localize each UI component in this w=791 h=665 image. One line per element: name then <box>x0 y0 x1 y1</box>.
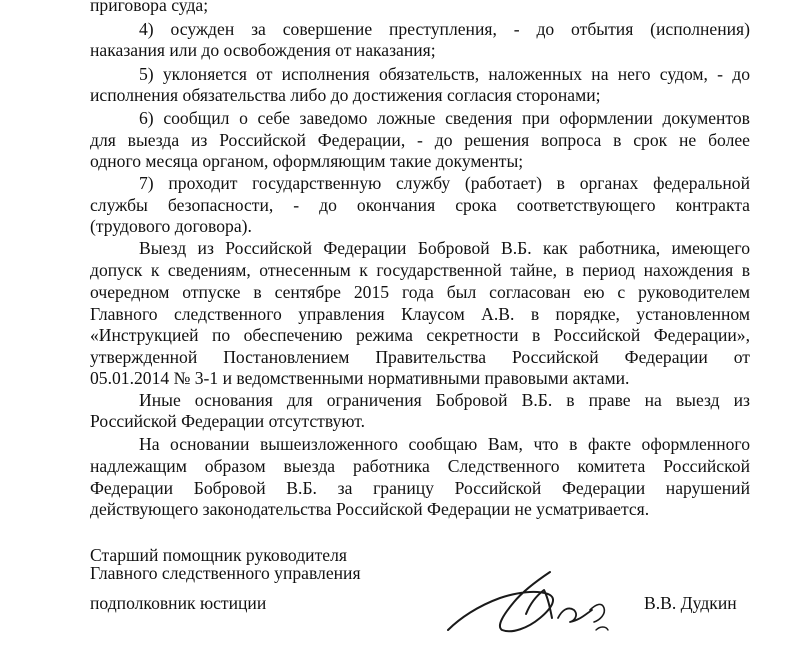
body-line-10: службы безопасности, - до окончания срока соответствующего контракта <box>90 195 750 215</box>
body-line-1: приговора суда; <box>90 0 209 15</box>
signer-rank: подполковник юстиции <box>90 593 267 613</box>
handwritten-signature <box>440 560 620 650</box>
body-line-3: наказания или до освобождения от наказания; <box>90 40 436 60</box>
body-line-15: Главного следственного управления Клаусом А.В. в порядке, установленном <box>90 304 750 324</box>
body-line-2: 4) осужден за совершение преступления, - до отбытия (исполнения) <box>139 19 750 39</box>
body-line-11: (трудового договора). <box>90 216 252 236</box>
body-line-18: 05.01.2014 № 3-1 и ведомственными нормативными правовыми актами. <box>90 368 630 388</box>
body-line-4: 5) уклоняется от исполнения обязательств, наложенных на него судом, - до <box>139 64 750 84</box>
body-line-13: допуск к сведениям, отнесенным к государственной тайне, в период нахождения в <box>90 260 750 280</box>
body-line-14: очередном отпуске в сентябре 2015 года был согласован ею с руководителем <box>90 282 750 302</box>
body-line-8: одного месяца органом, оформляющим такие документы; <box>90 151 524 171</box>
body-line-21: На основании вышеизложенного сообщаю Вам, что в факте оформленного <box>139 434 750 454</box>
body-line-9: 7) проходит государственную службу (работает) в органах федеральной <box>139 173 750 193</box>
signer-position-line2: Главного следственного управления <box>90 563 361 583</box>
signer-position-line1: Старший помощник руководителя <box>90 545 347 565</box>
signer-name: В.В. Дудкин <box>644 593 737 613</box>
body-line-5: исполнения обязательства либо до достижения согласия сторонами; <box>90 85 601 105</box>
body-line-20: Российской Федерации отсутствуют. <box>90 411 366 431</box>
body-line-16: «Инструкцией по обеспечению режима секретности в Российской Федерации», <box>90 325 750 345</box>
body-line-7: для выезда из Российской Федерации, - до решения вопроса в срок не более <box>90 130 750 150</box>
body-line-23: Федерации Бобровой В.Б. за границу Российской Федерации нарушений <box>90 478 750 498</box>
body-line-17: утвержденной Постановлением Правительства Российской Федерации от <box>90 347 750 367</box>
body-line-12: Выезд из Российской Федерации Бобровой В.Б. как работника, имеющего <box>139 238 750 258</box>
body-line-19: Иные основания для ограничения Бобровой В.Б. в праве на выезд из <box>139 390 750 410</box>
body-line-24: действующего законодательства Российской Федерации не усматривается. <box>90 499 650 519</box>
body-line-6: 6) сообщил о себе заведомо ложные сведения при оформлении документов <box>139 108 750 128</box>
body-line-22: надлежащим образом выезда работника Следственного комитета Российской <box>90 456 750 476</box>
